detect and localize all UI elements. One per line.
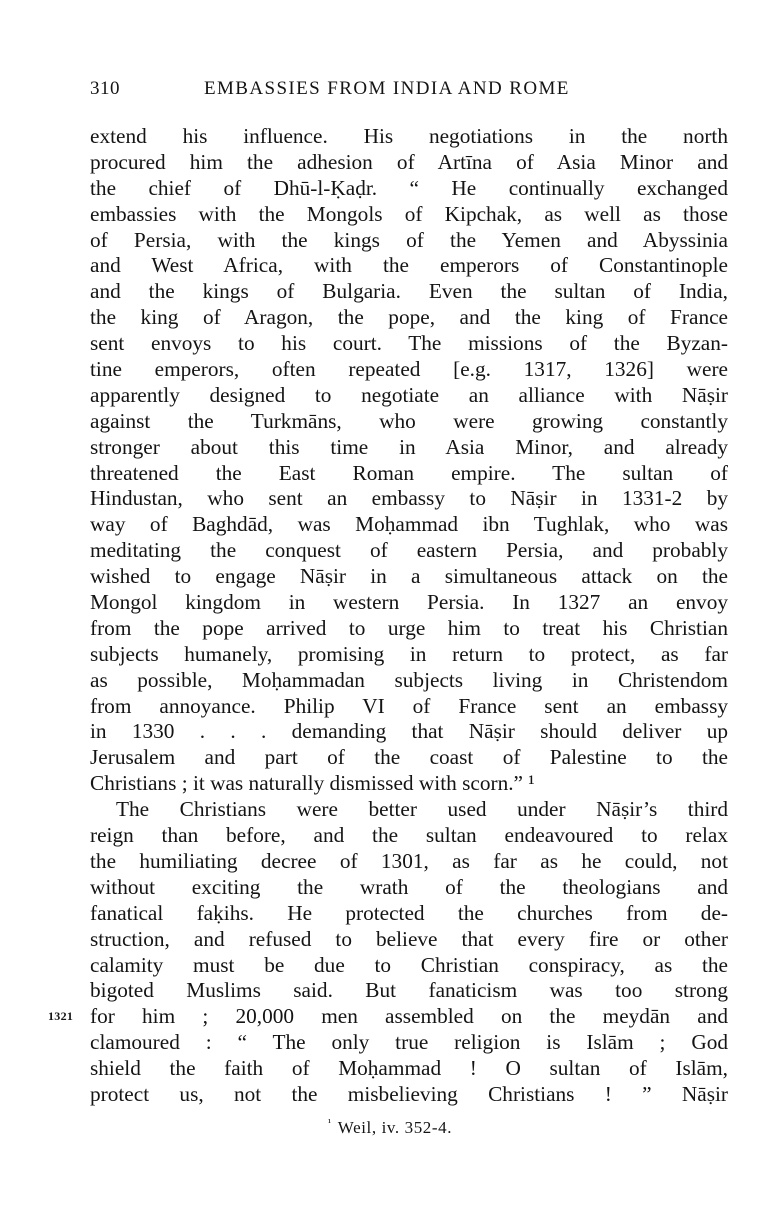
footnote-marker: ¹	[327, 1117, 332, 1129]
text-line: threatened the East Roman empire. The sultan of	[90, 460, 728, 485]
text-line: stronger about this time in Asia Minor, and already	[90, 434, 728, 459]
text-line: Hindustan, who sent an embassy to Nāṣir in 1331-2 by	[90, 486, 728, 511]
text-line: and the kings of Bulgaria. Even the sultan of India,	[90, 279, 728, 304]
text-line: of Persia, with the kings of the Yemen and Abyssinia	[90, 227, 728, 252]
text-line: apparently designed to negotiate an alliance with Nāṣir	[90, 382, 728, 407]
text-line: meditating the conquest of eastern Persia, and probably	[90, 538, 728, 563]
text-line: subjects humanely, promising in return to protect, as far	[90, 641, 728, 666]
footnote-text: Weil, iv. 352-4.	[337, 1118, 453, 1137]
body-text	[48, 124, 728, 1108]
text-line: struction, and refused to believe that every fire or other	[90, 926, 728, 951]
text-line: Mongol kingdom in western Persia. In 1327 an envoy	[90, 590, 728, 615]
text-line: without exciting the wrath of the theologians and	[90, 874, 728, 899]
running-title: EMBASSIES FROM INDIA AND ROME	[204, 78, 570, 99]
text-line: against the Turkmāns, who were growing constantly	[90, 408, 728, 433]
text-line: bigoted Muslims said. But fanaticism was too strong	[90, 978, 728, 1003]
text-line: way of Baghdād, was Moḥammad ibn Tughlak, who was	[90, 512, 728, 537]
text-line: wished to engage Nāṣir in a simultaneous attack on the	[90, 564, 728, 589]
text-line: embassies with the Mongols of Kipchak, as well as those	[90, 201, 728, 226]
paragraph-end-line: Christians ; it was naturally dismissed with scorn.” ¹	[90, 771, 535, 796]
text-line: tine emperors, often repeated [e.g. 1317, 1326] were	[90, 357, 728, 382]
text-line: shield the faith of Moḥammad ! O sultan of Islām,	[90, 1056, 728, 1081]
text-line: the humiliating decree of 1301, as far as he could, not	[90, 848, 728, 873]
text-line-content: for him ; 20,000 men assembled on the meydān and	[90, 1004, 728, 1029]
margin-date-note: 1321	[48, 1009, 74, 1024]
text-line: protect us, not the misbelieving Christians ! ” Nāṣir	[90, 1081, 728, 1106]
text-line: clamoured : “ The only true religion is Islām ; God	[90, 1030, 728, 1055]
text-line: from annoyance. Philip VI of France sent an embassy	[90, 693, 728, 718]
text-line: and West Africa, with the emperors of Constantinople	[90, 253, 728, 278]
text-line-with-margin-note	[48, 1004, 728, 1030]
text-line: procured him the adhesion of Artīna of Asia Minor and	[90, 149, 728, 174]
text-line: extend his influence. His negotiations in the north	[90, 124, 728, 148]
running-header	[90, 78, 730, 106]
text-line: reign than before, and the sultan endeavoured to relax	[90, 823, 728, 848]
text-line: the king of Aragon, the pope, and the king of France	[90, 305, 728, 330]
text-line: as possible, Moḥammadan subjects living in Christendom	[90, 667, 728, 692]
text-line: from the pope arrived to urge him to treat his Christian	[90, 615, 728, 640]
text-line: the chief of Dhū-l-Ḳaḍr. “ He continually exchanged	[90, 175, 728, 200]
page-number: 310	[90, 78, 120, 99]
paragraph-start-line: The Christians were better used under Nāṣir’s third	[116, 797, 728, 822]
footnote	[0, 1117, 780, 1138]
text-line: fanatical faḳihs. He protected the churches from de-	[90, 900, 728, 925]
text-line: calamity must be due to Christian conspiracy, as the	[90, 952, 728, 977]
text-line: in 1330 . . . demanding that Nāṣir should deliver up	[90, 719, 728, 744]
text-line: Jerusalem and part of the coast of Palestine to the	[90, 745, 728, 770]
text-line: sent envoys to his court. The missions of the Byzan-	[90, 331, 728, 356]
